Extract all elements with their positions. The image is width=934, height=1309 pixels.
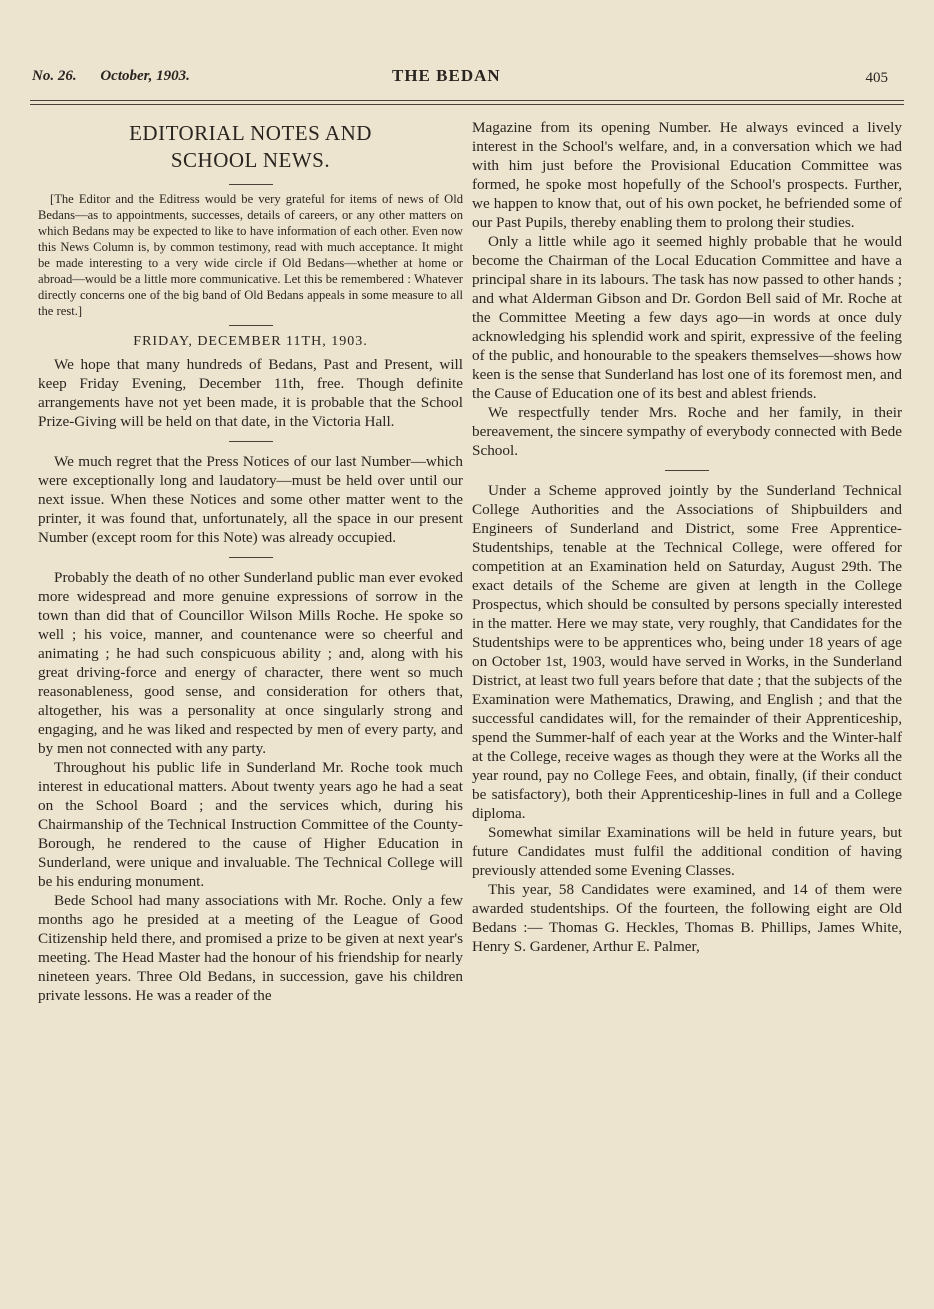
dateline: FRIDAY, DECEMBER 11TH, 1903. [133, 334, 368, 349]
paragraph: Under a Scheme approved jointly by the Sunderland Technical College Authorities and the Associations of Shipbuilders and Engineers of Sunderland and District, some Free Apprentice-Studentships, tenable at the Technical College, were offered for competition at an Examination held on Saturday, August 29th. The exact details of the Scheme are given at length in the College Prospectus, which should be consulted by persons specially interested in the matter. Here we may state, very roughly, that Candidates for the Studentships were to be apprentices who, being under 18 years of age on October 1st, 1903, would have served in Works, in the Sunderland District, at least two full years before that date ; that the subjects of the Examination were Mathematics, Drawing, and English ; and that the successful candidates will, for the remainder of their Apprenticeship, spend the Summer-half of each year at the Works and the Winter-half at the College, receive wages as though they were at the Works all the year round, pay no College Fees, and obtain, finally, (if their conduct be satisfactory), both their Apprenticeship-lines in full and a College diploma. [472, 482, 902, 822]
section-heading [38, 120, 463, 174]
magazine-title: THE BEDAN [392, 66, 501, 85]
header-rule-bottom [30, 104, 904, 105]
running-header [32, 64, 902, 94]
heading-line-1: EDITORIAL NOTES AND [129, 121, 372, 145]
divider [665, 470, 709, 471]
right-column [472, 118, 902, 956]
divider [229, 441, 273, 442]
divider [229, 325, 273, 326]
issue-date: October, 1903. [100, 68, 190, 84]
page-number: 405 [865, 70, 888, 86]
issue-info [32, 68, 210, 85]
paragraph: We much regret that the Press Notices of our last Number—which were exceptionally long and laudatory—must be held over until our next issue. When these Notices and some other matter went to the printer, it was found that, unfortunately, all the space in our present Number (except room for this Note) was already occupied. [38, 453, 463, 546]
paragraph: Bede School had many associations with Mr. Roche. Only a few months ago he presided at a meeting of the League of Good Citizenship held there, and promised a prize to be given at next year's meeting. The Head Master had the honour of his friendship for nearly nineteen years. Three Old Bedans, in succession, gave his children private lessons. He was a reader of the [38, 892, 463, 1004]
editor-note: [The Editor and the Editress would be very grateful for items of news of Old Bedans—as to appointments, successes, details of careers, or any other matters on which Bedans may be expected to like to have information of each other. Even now this News Column is, by common testimony, read with much acceptance. It might be made interesting to a very wide circle if Old Bedans—whether at home or abroad—would be a little more communicative. Let this be remembered : Whatever directly concerns one of the big band of Old Bedans appeals in some measure to all the rest.] [38, 192, 463, 318]
divider [229, 557, 273, 558]
paragraph: Magazine from its opening Number. He always evinced a lively interest in the School's welfare, and, in a conversation which we had with him just before the Provisional Education Committee was formed, he spoke most hopefully of the School's prospects. Further, we happen to know that, out of his own pocket, he befriended some of our Past Pupils, thereby enabling them to prolong their studies. [472, 119, 902, 231]
paragraph: Probably the death of no other Sunderland public man ever evoked more widespread and more genuine expressions of sorrow in the town than did that of Councillor Wilson Mills Roche. He spoke so well ; his voice, manner, and countenance were so cheerful and animating ; he had such conspicuous ability ; and, along with his great driving-force and energy of character, there went so much reasonableness, good sense, and consideration for others that, altogether, his was a personality at once singularly strong and engaging, and he was liked and respected by men of every party, and by men not connected with any party. [38, 569, 463, 757]
paragraph: Only a little while ago it seemed highly probable that he would become the Chairman of the Local Education Committee and have a principal share in its labours. The task has now passed to other hands ; and what Alderman Gibson and Dr. Gordon Bell said of Mr. Roche at the Committee Meeting a few days ago—in words at once duly acknowledging his splendid work and spirit, expressive of the feeling of the public, and honourable to the speakers themselves—shows how keen is the sense that Sunderland has lost one of its foremost men, and the Cause of Education one of its best and ablest friends. [472, 233, 902, 402]
divider [229, 184, 273, 185]
heading-line-2: SCHOOL NEWS. [170, 148, 331, 172]
paragraph: Throughout his public life in Sunderland Mr. Roche took much interest in educational matters. About twenty years ago he had a seat on the School Board ; and the services which, during his Chairmanship of the Technical Instruction Committee of the County-Borough, he rendered to the cause of Higher Education in Sunderland, were unique and invaluable. The Technical College will be his enduring monument. [38, 759, 463, 890]
paragraph: We hope that many hundreds of Bedans, Past and Present, will keep Friday Evening, December 11th, free. Though definite arrangements have not yet been made, it is probable that the School Prize-Giving will be held on that date, in the Victoria Hall. [38, 356, 463, 430]
paragraph: This year, 58 Candidates were examined, and 14 of them were awarded studentships. Of the fourteen, the following eight are Old Bedans :— Thomas G. Heckles, Thomas B. Phillips, James White, Henry S. Gardener, Arthur E. Palmer, [472, 881, 902, 955]
paragraph: Somewhat similar Examinations will be held in future years, but future Candidates must fulfil the additional condition of having previously attended some Evening Classes. [472, 824, 902, 879]
left-column [38, 118, 463, 1005]
header-rule-top [30, 100, 904, 101]
paragraph: We respectfully tender Mrs. Roche and her family, in their bereavement, the sincere sympathy of everybody connected with Bede School. [472, 404, 902, 459]
issue-number: No. 26. [32, 68, 77, 84]
